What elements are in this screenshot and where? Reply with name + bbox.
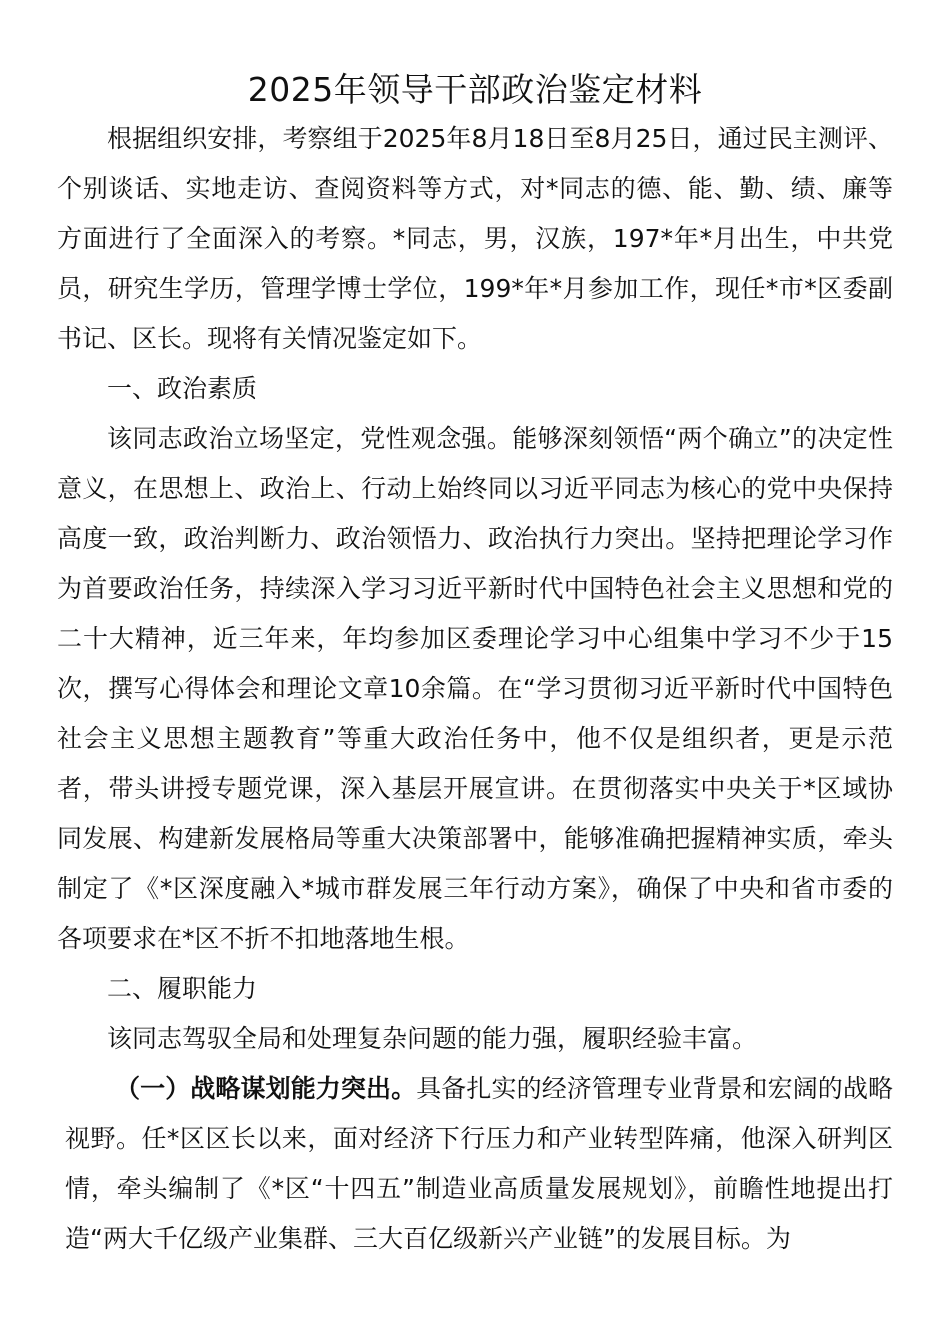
document-title: 2025年领导干部政治鉴定材料 (247, 70, 703, 109)
intro-paragraph: 根据组织安排，考察组于2025年8月18日至8月25日，通过民主测评、个别谈话、实地走访、查阅资料等方式，对*同志的德、能、勤、绩、廉等方面进行了全面深入的考察。*同志，男，汉族，197*年*月出生，中共党员，研究生学历，管理学博士学位，199*年*月参加工作，现任*市*区委副书记、区长。现将有关情况鉴定如下。 (57, 124, 893, 353)
strategic-planning-paragraph (57, 1064, 893, 1264)
political-quality-paragraph: 该同志政治立场坚定，党性观念强。能够深刻领悟“两个确立”的决定性意义，在思想上、政治上、行动上始终同以习近平同志为核心的党中央保持高度一致，政治判断力、政治领悟力、政治执行力突出。坚持把理论学习作为首要政治任务，持续深入学习习近平新时代中国特色社会主义思想和党的二十大精神，近三年来，年均参加区委理论学习中心组集中学习不少于15次，撰写心得体会和理论文章10余篇。在“学习贯彻习近平新时代中国特色社会主义思想主题教育”等重大政治任务中，他不仅是组织者，更是示范者，带头讲授专题党课，深入基层开展宣讲。在贯彻落实中央关于*区域协同发展、构建新发展格局等重大决策部署中，能够准确把握精神实质，牵头制定了《*区深度融入*城市群发展三年行动方案》，确保了中央和省市委的各项要求在*区不折不扣地落地生根。 (57, 424, 893, 953)
document-page (57, 68, 893, 1264)
section-heading-political: 一、政治素质 (107, 374, 258, 403)
strategic-planning-body: 具备扎实的经济管理专业背景和宏阔的战略视野。任*区区长以来，面对经济下行压力和产业转型阵痛，他深入研判区情，牵头编制了《*区“十四五”制造业高质量发展规划》，前瞻性地提出打造“两大千亿级产业集群、三大百亿级新兴产业链”的发展目标。为 (65, 1074, 893, 1253)
ability-intro-paragraph: 该同志驾驭全局和处理复杂问题的能力强，履职经验丰富。 (107, 1024, 758, 1053)
section-heading-ability: 二、履职能力 (107, 974, 258, 1003)
strategic-planning-lead: （一）战略谋划能力突出。 (115, 1074, 417, 1103)
